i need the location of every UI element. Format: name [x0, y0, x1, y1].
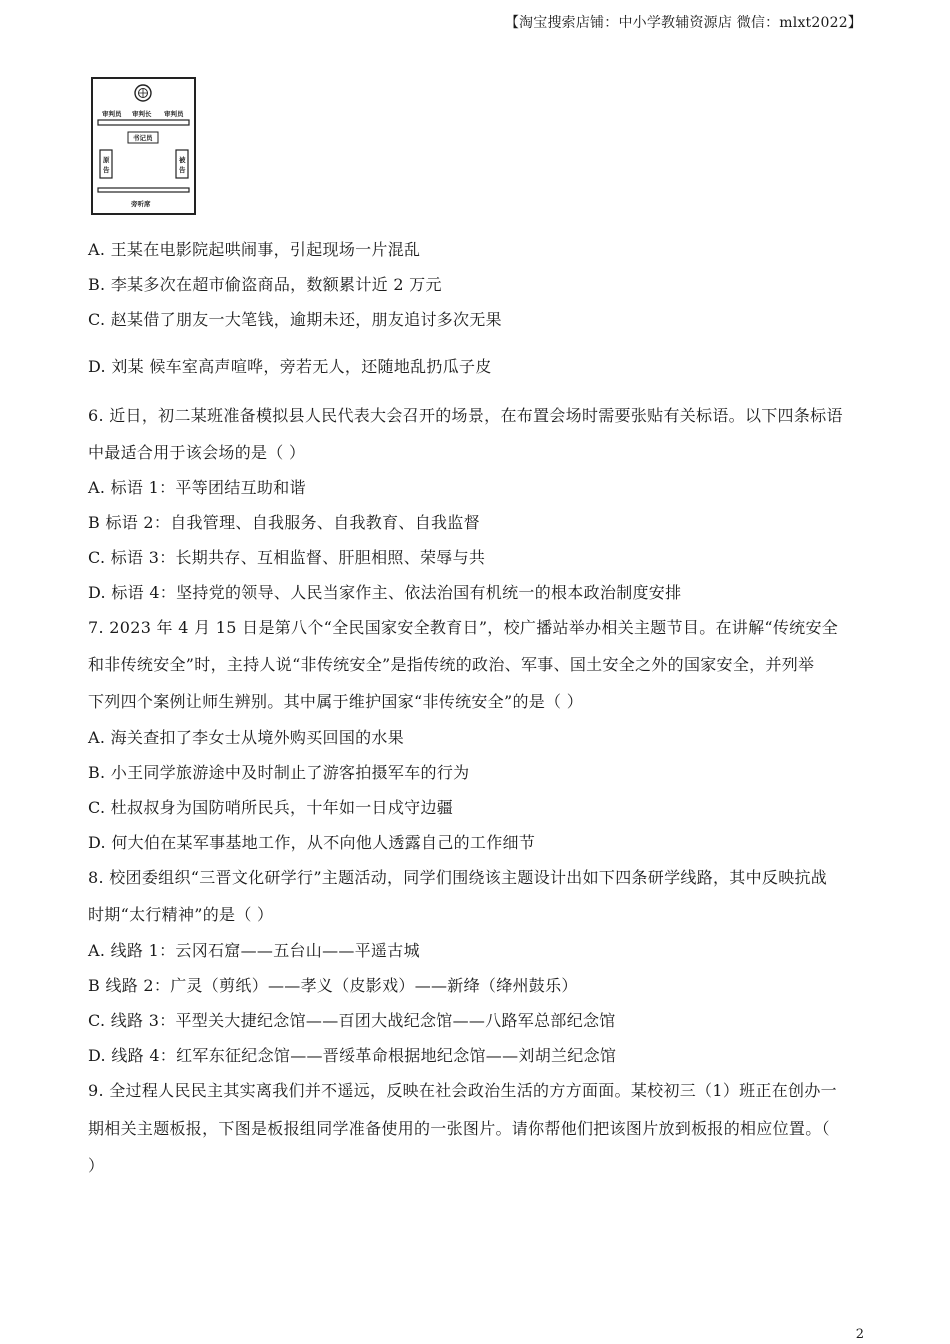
q5-option-c: C. 赵某借了朋友一大笔钱，逾期未还，朋友追讨多次无果 — [88, 310, 502, 329]
prosecution-label-char2: 告 — [103, 166, 110, 174]
q6-stem-line-2: 中最适合用于该会场的是（ ） — [88, 443, 306, 462]
q5-option-a: A. 王某在电影院起哄闹事，引起现场一片混乱 — [88, 240, 421, 259]
judge-right-label: 审判员 — [164, 110, 184, 118]
q6-option-b: B 标语 2：自我管理、自我服务、自我教育、自我监督 — [88, 513, 480, 532]
q5-option-b: B. 李某多次在超市偷盗商品，数额累计近 2 万元 — [88, 275, 442, 294]
q7-option-b: B. 小王同学旅游途中及时制止了游客拍摄军车的行为 — [88, 763, 470, 782]
page-number: 2 — [855, 1327, 864, 1342]
q7-stem-line-3: 下列四个案例让师生辨别。其中属于维护国家“非传统安全”的是（ ） — [88, 692, 584, 711]
q8-option-c: C. 线路 3：平型关大捷纪念馆——百团大战纪念馆——八路军总部纪念馆 — [88, 1011, 616, 1030]
q5-option-d: D. 刘某 候车室高声喧哗，旁若无人，还随地乱扔瓜子皮 — [88, 357, 492, 376]
q8-option-b: B 线路 2：广灵（剪纸）——孝义（皮影戏）——新绛（绛州鼓乐） — [88, 976, 578, 995]
judges-bench — [98, 120, 189, 125]
courtroom-diagram — [88, 76, 198, 216]
q7-option-c: C. 杜叔叔身为国防哨所民兵，十年如一日戍守边疆 — [88, 798, 454, 817]
q7-option-a: A. 海关查扣了李女士从境外购买回国的水果 — [88, 728, 405, 747]
q9-stem-line-3: ） — [88, 1156, 105, 1175]
page-header: 【淘宝搜索店铺：中小学教辅资源店 微信：mlxt2022】 — [504, 15, 862, 31]
gallery-rail — [98, 188, 189, 192]
chief-judge-label: 审判长 — [132, 110, 152, 118]
gallery-label: 旁听席 — [131, 200, 151, 208]
q8-option-a: A. 线路 1：云冈石窟——五台山——平遥古城 — [88, 941, 420, 960]
q6-option-d: D. 标语 4：坚持党的领导、人民当家作主、依法治国有机统一的根本政治制度安排 — [88, 583, 682, 602]
q6-stem-line-1: 6. 近日，初二某班准备模拟县人民代表大会召开的场景，在布置会场时需要张贴有关标语。以下四条标语 — [88, 406, 843, 425]
q8-stem-line-1: 8. 校团委组织“三晋文化研学行”主题活动，同学们围绕该主题设计出如下四条研学线路，其中反映抗战 — [88, 868, 828, 887]
q9-stem-line-2: 期相关主题板报，下图是板报组同学准备使用的一张图片。请你帮他们把该图片放到板报的相应位置。（ — [88, 1119, 830, 1138]
clerk-label: 书记员 — [133, 134, 153, 142]
judge-left-label: 审判员 — [102, 110, 122, 118]
q6-option-c: C. 标语 3：长期共存、互相监督、肝胆相照、荣辱与共 — [88, 548, 486, 567]
defense-label-char2: 告 — [179, 166, 186, 174]
q7-option-d: D. 何大伯在某军事基地工作，从不向他人透露自己的工作细节 — [88, 833, 536, 852]
q9-stem-line-1: 9. 全过程人民民主其实离我们并不遥远，反映在社会政治生活的方方面面。某校初三（1）班正在创办一 — [88, 1081, 837, 1100]
defense-label-char1: 被 — [179, 156, 186, 164]
q7-stem-line-2: 和非传统安全”时，主持人说“非传统安全”是指传统的政治、军事、国土安全之外的国家安全，并列举 — [88, 655, 815, 674]
q6-option-a: A. 标语 1：平等团结互助和谐 — [88, 478, 306, 497]
q7-stem-line-1: 7. 2023 年 4 月 15 日是第八个“全民国家安全教育日”，校广播站举办相关主题节目。在讲解“传统安全 — [88, 618, 839, 637]
courtroom-diagram-svg — [88, 76, 198, 216]
q8-stem-line-2: 时期“太行精神”的是（ ） — [88, 905, 274, 924]
prosecution-label-char1: 原 — [103, 156, 110, 164]
q8-option-d: D. 线路 4：红军东征纪念馆——晋绥革命根据地纪念馆——刘胡兰纪念馆 — [88, 1046, 617, 1065]
